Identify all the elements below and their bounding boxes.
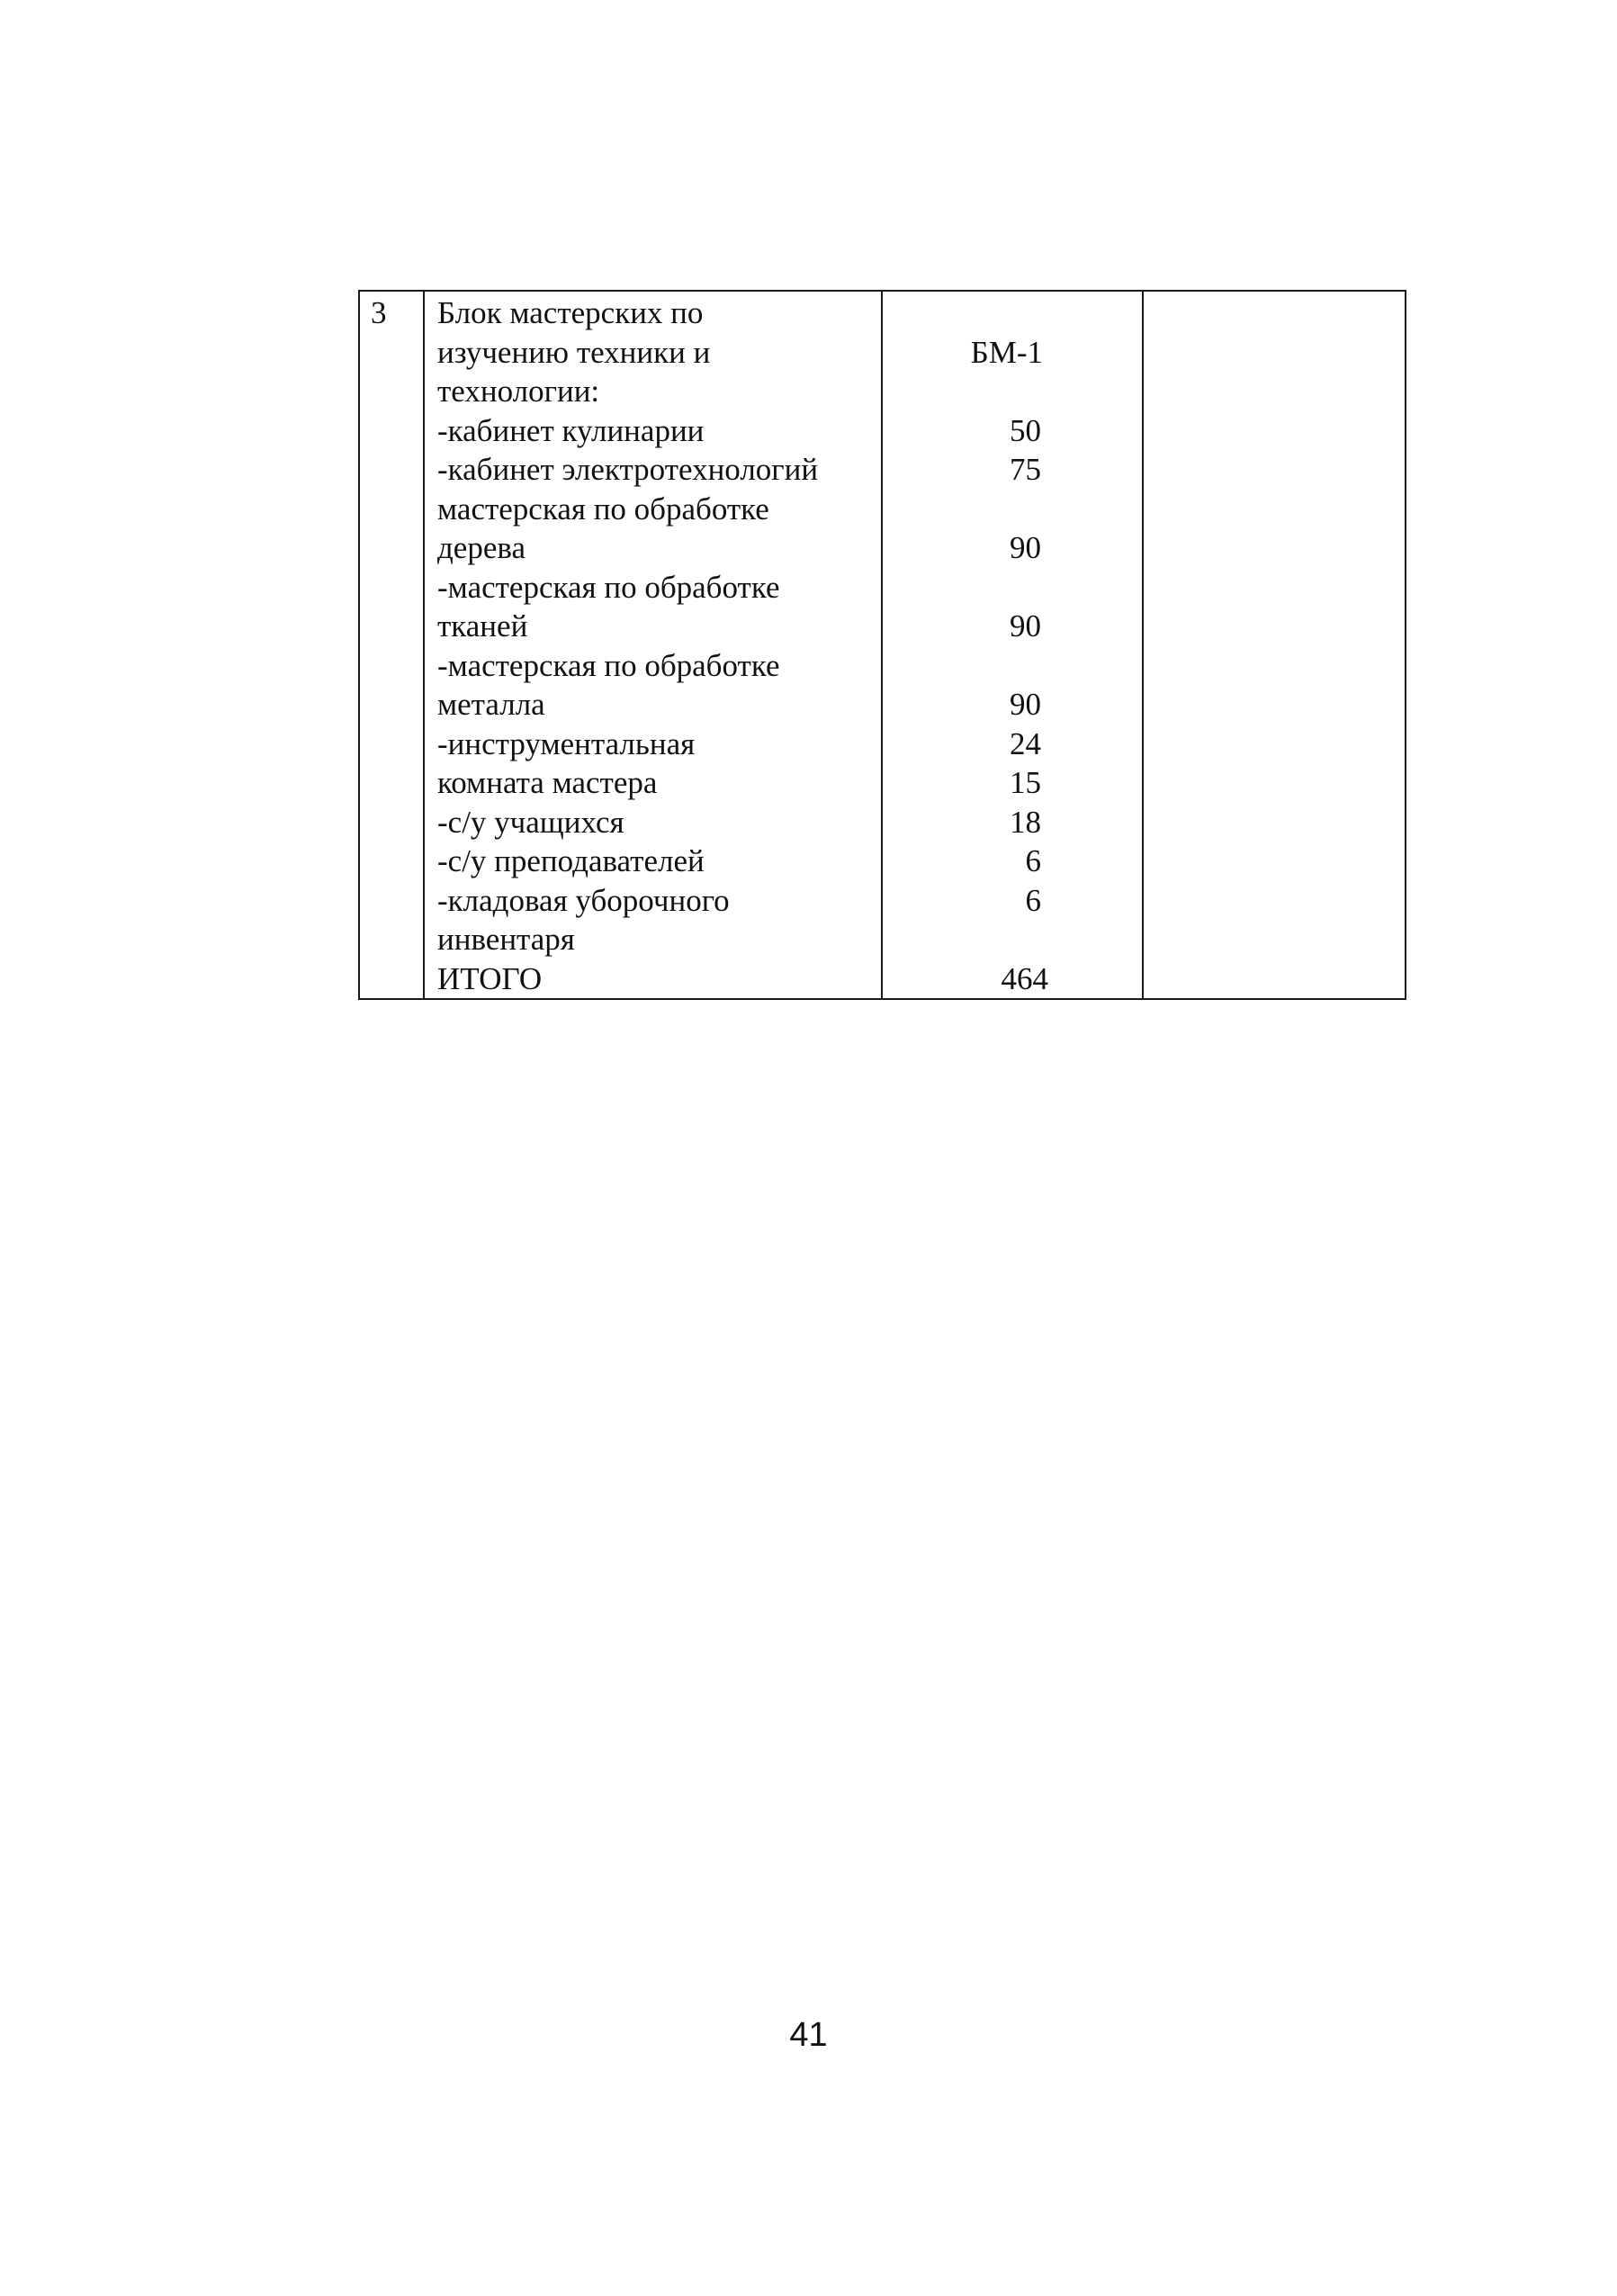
- area-tools: 24: [1010, 725, 1041, 761]
- area-electrotech: 75: [1010, 452, 1041, 487]
- row-number-cell: [359, 291, 424, 999]
- name-line-12: -инструментальная: [437, 725, 696, 761]
- name-line-total: ИТОГО: [437, 960, 543, 996]
- value-line-8: [883, 568, 1142, 608]
- area-wc-teachers: 6: [1025, 843, 1041, 878]
- name-line-14: -с/у учащихся: [437, 804, 624, 840]
- name-line-3: технологии:: [437, 374, 600, 409]
- name-line-10: -мастерская по обработке: [437, 647, 780, 683]
- name-line-5: -кабинет электротехнологий: [437, 452, 819, 487]
- name-line-1: Блок мастерских по: [437, 295, 704, 330]
- name-line-17: инвентаря: [437, 922, 575, 957]
- value-line-6: [883, 490, 1142, 529]
- name-line-8: -мастерская по обработке: [437, 569, 780, 605]
- name-line-2: изучению техники и: [437, 334, 711, 370]
- area-storage: 6: [1025, 882, 1041, 918]
- table-row: [359, 291, 1406, 999]
- name-line-11: металла: [437, 687, 545, 722]
- value-line-10: [883, 646, 1142, 686]
- page-number: 41: [789, 2016, 828, 2054]
- value-line-1: [883, 293, 1142, 333]
- name-line-15: -с/у преподавателей: [437, 843, 705, 878]
- note-cell: [1143, 291, 1406, 999]
- area-fabric: 90: [1010, 608, 1041, 644]
- name-line-16: -кладовая уборочного: [437, 882, 730, 918]
- name-line-7: дерева: [437, 530, 526, 565]
- area-total: 464: [1001, 960, 1048, 996]
- name-line-4: -кабинет кулинарии: [437, 412, 705, 448]
- area-master-room: 15: [1010, 765, 1041, 800]
- area-wood: 90: [1010, 530, 1041, 565]
- value-line-17: [883, 920, 1142, 959]
- value-line-3: [883, 372, 1142, 411]
- area-wc-students: 18: [1010, 804, 1041, 840]
- premises-table: [358, 290, 1406, 1000]
- name-line-6: мастерская по обработке: [437, 491, 769, 527]
- row-number: 3: [371, 295, 387, 330]
- name-line-13: комната мастера: [437, 765, 658, 800]
- code-area-cell: [882, 291, 1143, 999]
- area-metal: 90: [1010, 687, 1041, 722]
- name-line-9: тканей: [437, 608, 528, 644]
- area-culinary: 50: [1010, 412, 1041, 448]
- block-code: БМ-1: [970, 334, 1043, 370]
- room-names-cell: [424, 291, 882, 999]
